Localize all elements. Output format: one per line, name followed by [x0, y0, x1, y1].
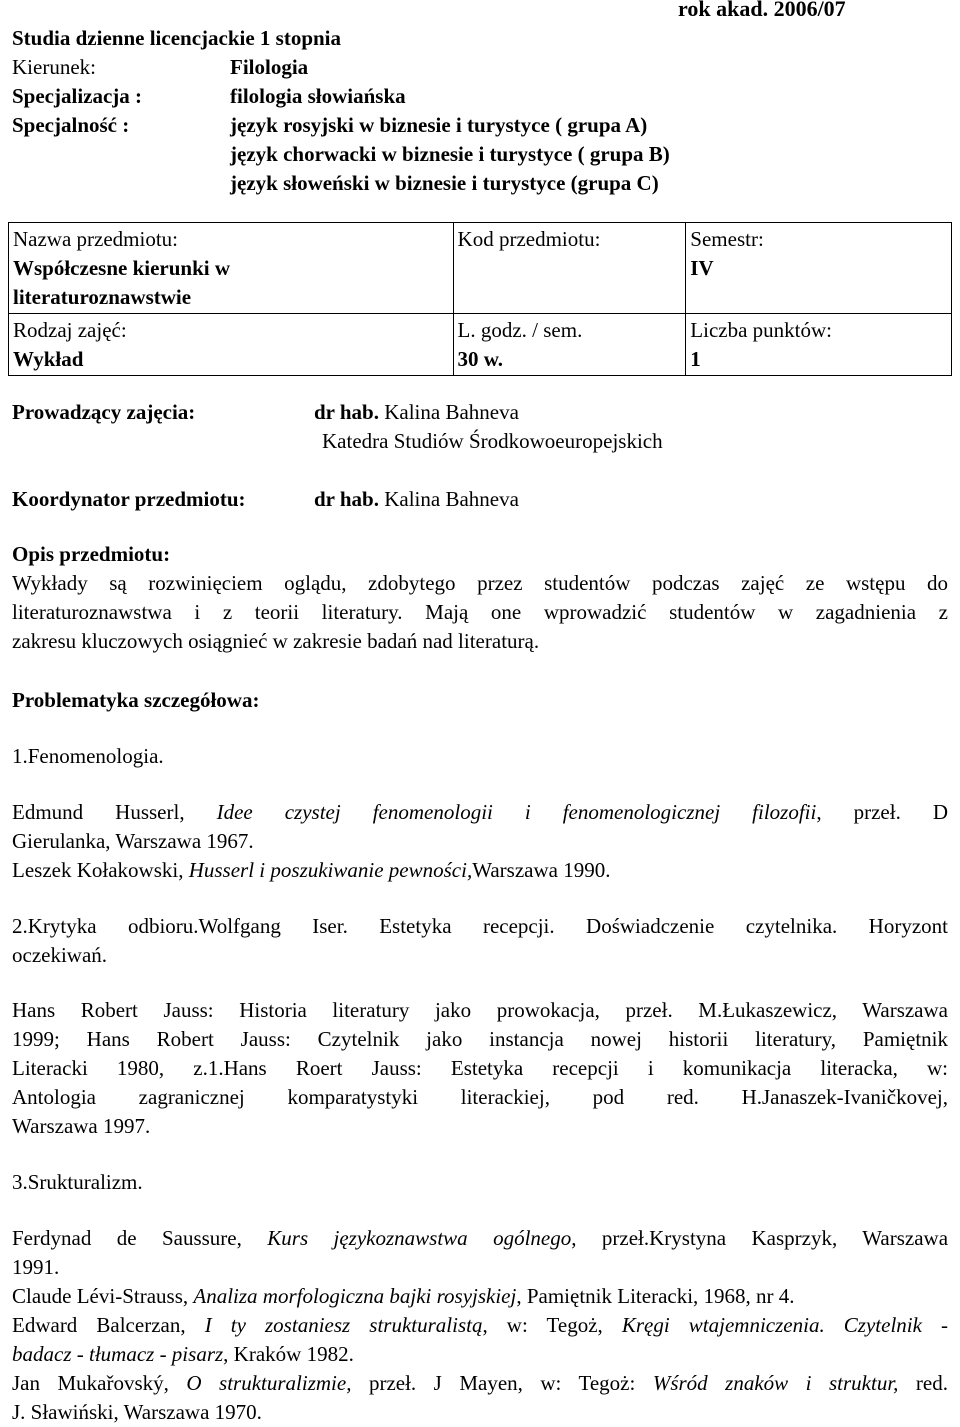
nazwa-label: Nazwa przedmiotu: [13, 227, 179, 251]
semestr-cell [686, 223, 952, 314]
specjalizacja-label: Specjalizacja : [12, 84, 143, 108]
reading-levi-strauss: Claude Lévi-Strauss, Analiza morfologiczna bajki rosyjskiej, Pamiętnik Literacki, 1968, nr 4. [12, 1284, 795, 1308]
punkty-label: Liczba punktów: [690, 318, 833, 342]
punkty-value: 1 [690, 347, 701, 371]
rodzaj-value: Wykład [13, 347, 84, 371]
reading-mukarovsky: Jan Mukařovský, O strukturalizmie, przeł. J Mayen, w: Tegoż: Wśród znaków i struktur, red. [12, 1371, 948, 1395]
prowadzacy-name: Kalina Bahneva [384, 400, 519, 424]
kod-cell [453, 223, 686, 314]
reading-saussure-cont: 1991. [12, 1255, 60, 1279]
academic-year: rok akad. 2006/07 [678, 0, 846, 21]
reading-husserl: Edmund Husserl, Idee czystej fenomenologii i fenomenologicznej filozofii, przeł. D [12, 800, 949, 824]
semestr-label: Semestr: [690, 227, 764, 251]
nazwa-value-2: literaturoznawstwie [13, 285, 192, 309]
kod-label: Kod przedmiotu: [457, 227, 601, 251]
section-2-readings [12, 996, 948, 1141]
semestr-value: IV [690, 256, 714, 280]
section-3-readings [12, 1224, 948, 1427]
prowadzacy-label: Prowadzący zajęcia: [12, 400, 196, 424]
section-2-heading [12, 912, 948, 970]
reading-jauss-1: Hans Robert Jauss: Historia literatury jako prowokacja, przeł. M.Łukaszewicz, Warszawa [12, 998, 948, 1022]
opis-label: Opis przedmiotu: [12, 542, 171, 566]
section-2-line-2: oczekiwań. [12, 943, 108, 967]
section-2-line-1: 2.Krytyka odbioru.Wolfgang Iser. Estetyka recepcji. Doświadczenie czytelnika. Horyzont [12, 914, 948, 938]
opis-line-3: zakresu kluczowych osiągnieć w zakresie badań nad literaturą. [12, 629, 540, 653]
section-1-readings [12, 798, 948, 885]
specjalnosc-label: Specjalność : [12, 113, 130, 137]
reading-jauss-2: 1999; Hans Robert Jauss: Czytelnik jako instancja nowej historii literatury, Pamiętnik [12, 1027, 948, 1051]
nazwa-cell [9, 223, 454, 314]
nazwa-value-1: Współczesne kierunki w [13, 256, 231, 280]
kierunek-label: Kierunek: [12, 55, 96, 79]
instructors-block [12, 398, 948, 514]
specjalnosc-group-c: język słoweński w biznesie i turystyce (grupa C) [230, 171, 659, 195]
specjalnosc-group-b: język chorwacki w biznesie i turystyce ( grupa B) [230, 142, 670, 166]
section-1-heading: 1.Fenomenologia. [12, 744, 164, 768]
kierunek-value: Filologia [230, 55, 309, 79]
opis-section [12, 540, 948, 656]
koordynator-title: dr hab. [314, 487, 379, 511]
punkty-cell [686, 314, 952, 376]
reading-jauss-3: Literacki 1980, z.1.Hans Roert Jauss: Estetyka recepcji i komunikacja literacka, w: [12, 1056, 948, 1080]
study-type: Studia dzienne licencjackie 1 stopnia [12, 26, 342, 50]
rodzaj-cell [9, 314, 454, 376]
reading-mukarovsky-cont: J. Sławiński, Warszawa 1970. [12, 1400, 262, 1424]
katedra: Katedra Studiów Środkowoeuropejskich [322, 429, 663, 453]
section-3-heading: 3.Srukturalizm. [12, 1170, 143, 1194]
reading-balcerzan-cont: badacz - tłumacz - pisarz, Kraków 1982. [12, 1342, 354, 1366]
reading-husserl-cont: Gierulanka, Warszawa 1967. [12, 829, 254, 853]
reading-jauss-4: Antologia zagranicznej komparatystyki literackiej, pod red. H.Janaszek-Ivaničkovej, [12, 1085, 948, 1109]
godz-cell [453, 314, 686, 376]
problematyka-label: Problematyka szczegółowa: [12, 688, 260, 712]
reading-kolakowski: Leszek Kołakowski, Husserl i poszukiwanie pewności,Warszawa 1990. [12, 858, 611, 882]
specjalnosc-group-a: język rosyjski w biznesie i turystyce ( grupa A) [230, 113, 648, 137]
reading-balcerzan: Edward Balcerzan, I ty zostaniesz strukturalistą, w: Tegoż, Kręgi wtajemniczenia. Czytelnik - [12, 1313, 949, 1337]
reading-saussure: Ferdynad de Saussure, Kurs językoznawstwa ogólnego, przeł.Krystyna Kasprzyk, Warszawa [12, 1226, 949, 1250]
opis-line-1: Wykłady są rozwinięciem oglądu, zdobytego przez studentów podczas zajęć ze wstępu do [12, 571, 948, 595]
rodzaj-label: Rodzaj zajęć: [13, 318, 127, 342]
prowadzacy-title: dr hab. [314, 400, 379, 424]
course-info-table [8, 222, 952, 376]
godz-label: L. godz. / sem. [457, 318, 583, 342]
opis-line-2: literaturoznawstwa i z teorii literatury. Mają one wprowadzić studentów w zagadnienia z [12, 600, 948, 624]
koordynator-label: Koordynator przedmiotu: [12, 487, 246, 511]
koordynator-name: Kalina Bahneva [384, 487, 519, 511]
specjalizacja-value: filologia słowiańska [230, 84, 406, 108]
program-header [12, 24, 948, 198]
godz-value: 30 w. [457, 347, 504, 371]
reading-jauss-5: Warszawa 1997. [12, 1114, 151, 1138]
